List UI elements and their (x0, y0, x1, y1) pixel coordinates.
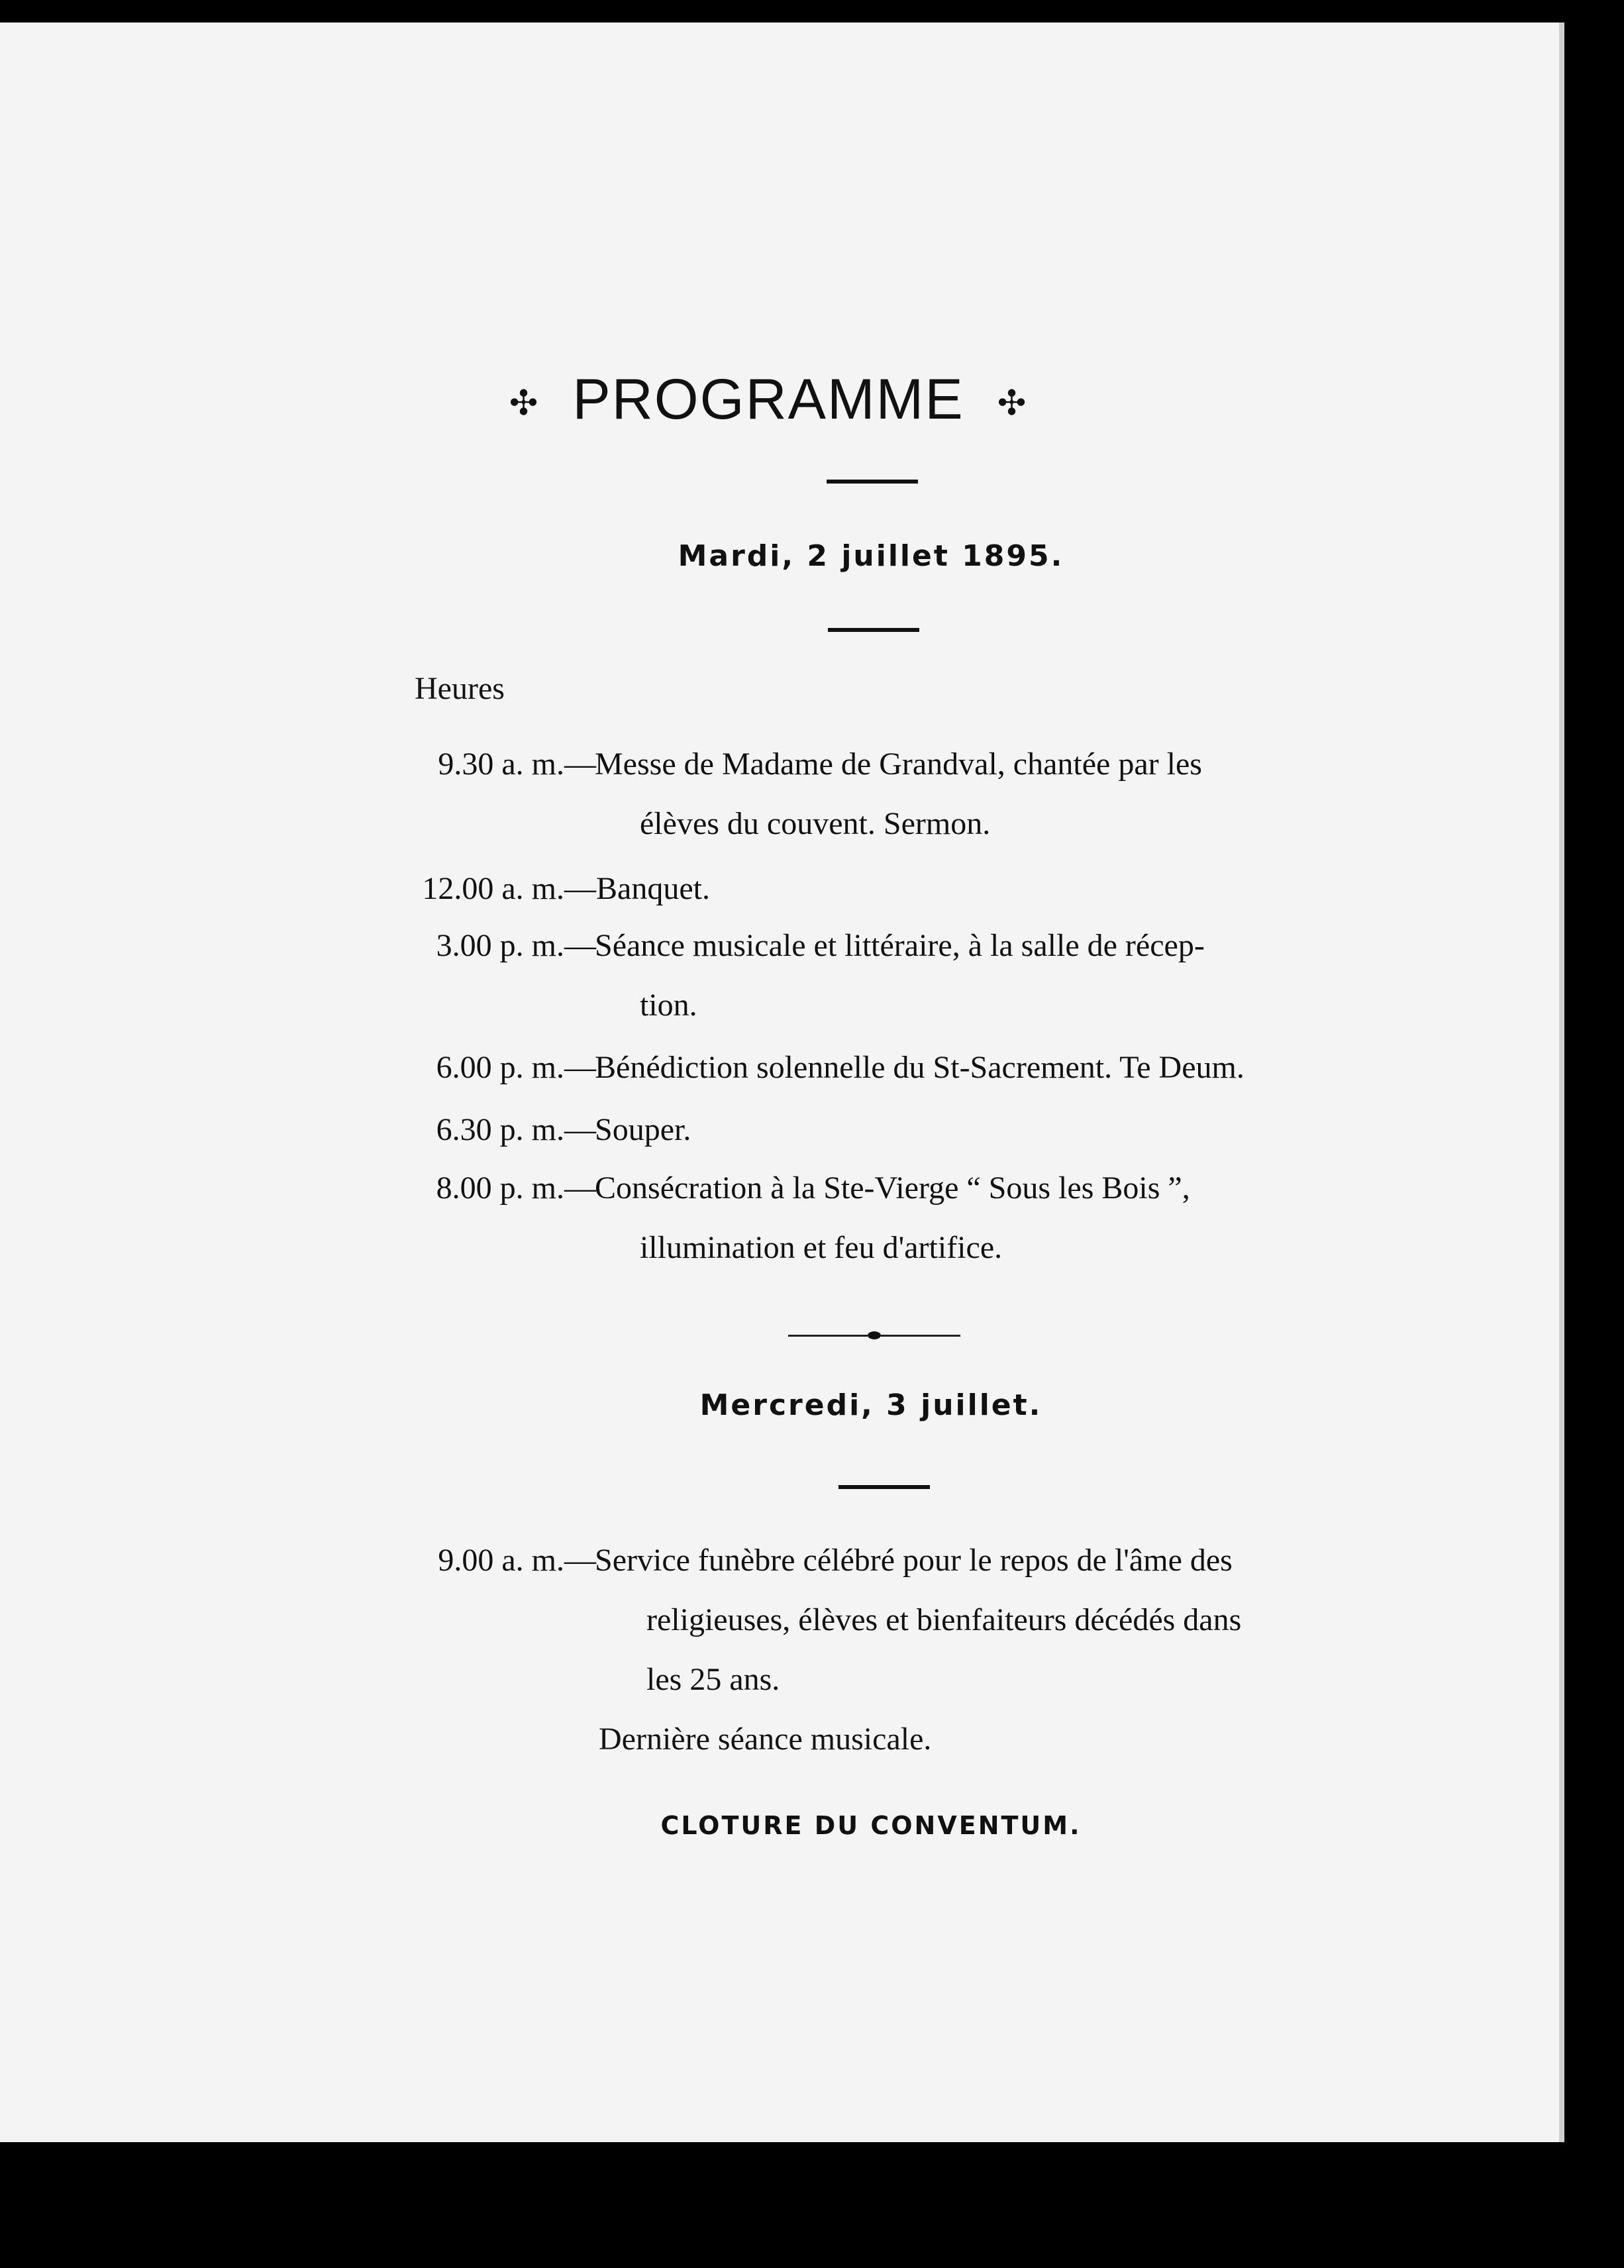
title-rule (827, 480, 918, 484)
entry-continuation: élèves du couvent. Sermon. (640, 806, 991, 841)
programme-title-text: PROGRAMME (572, 368, 964, 431)
divider-line-left (788, 1335, 868, 1337)
entry-time: 6.30 p. m.— (436, 1112, 596, 1147)
divider-line-right (881, 1335, 960, 1337)
heures-label: Heures (415, 671, 505, 706)
ornament-right-icon: ✣ (997, 384, 1028, 423)
entry-text: Séance musicale et littéraire, à la salle de récep- (595, 928, 1205, 963)
scan-border-bottom (0, 2142, 1624, 2268)
document-page (0, 23, 1559, 2142)
day2-heading: Mercredi, 3 juillet. (699, 1388, 1042, 1422)
entry-time: 8.00 p. m.— (436, 1170, 596, 1206)
page-edge (1559, 23, 1564, 2142)
ornament-left-icon: ✣ (509, 384, 540, 423)
entry-continuation: les 25 ans. (646, 1662, 780, 1697)
entry-text: Souper. (595, 1112, 691, 1147)
entry-time: 12.00 a. m.— (422, 871, 596, 906)
entry-time: 3.00 p. m.— (436, 928, 596, 963)
entry-time: 9.00 a. m.— (438, 1543, 596, 1578)
entry-text: Bénédiction solennelle du St-Sacrement. Te Deum. (595, 1050, 1244, 1085)
closing-line: CLOTURE DU CONVENTUM. (660, 1811, 1082, 1840)
scan-border-top (0, 0, 1624, 23)
entry-continuation: tion. (640, 988, 697, 1023)
entry-time: 9.30 a. m.— (438, 747, 596, 782)
entry-continuation: illumination et feu d'artifice. (640, 1230, 1003, 1265)
entry-text: Messe de Madame de Grandval, chantée par les (595, 747, 1202, 782)
section-divider (788, 1329, 960, 1342)
entry-time: 6.00 p. m.— (436, 1050, 596, 1085)
day2-rule (838, 1485, 930, 1489)
entry-text: Consécration à la Ste-Vierge “ Sous les Bois ”, (595, 1170, 1190, 1206)
entry-text: Service funèbre célébré pour le repos de l'âme des (595, 1543, 1233, 1578)
entry-continuation: religieuses, élèves et bienfaiteurs décédés dans (646, 1602, 1242, 1637)
entry-text: Banquet. (596, 871, 710, 906)
final-note: Dernière séance musicale. (599, 1722, 932, 1757)
divider-dot (868, 1331, 881, 1339)
day1-heading: Mardi, 2 juillet 1895. (678, 539, 1064, 573)
programme-title (0, 367, 1537, 433)
day1-rule (828, 628, 919, 632)
